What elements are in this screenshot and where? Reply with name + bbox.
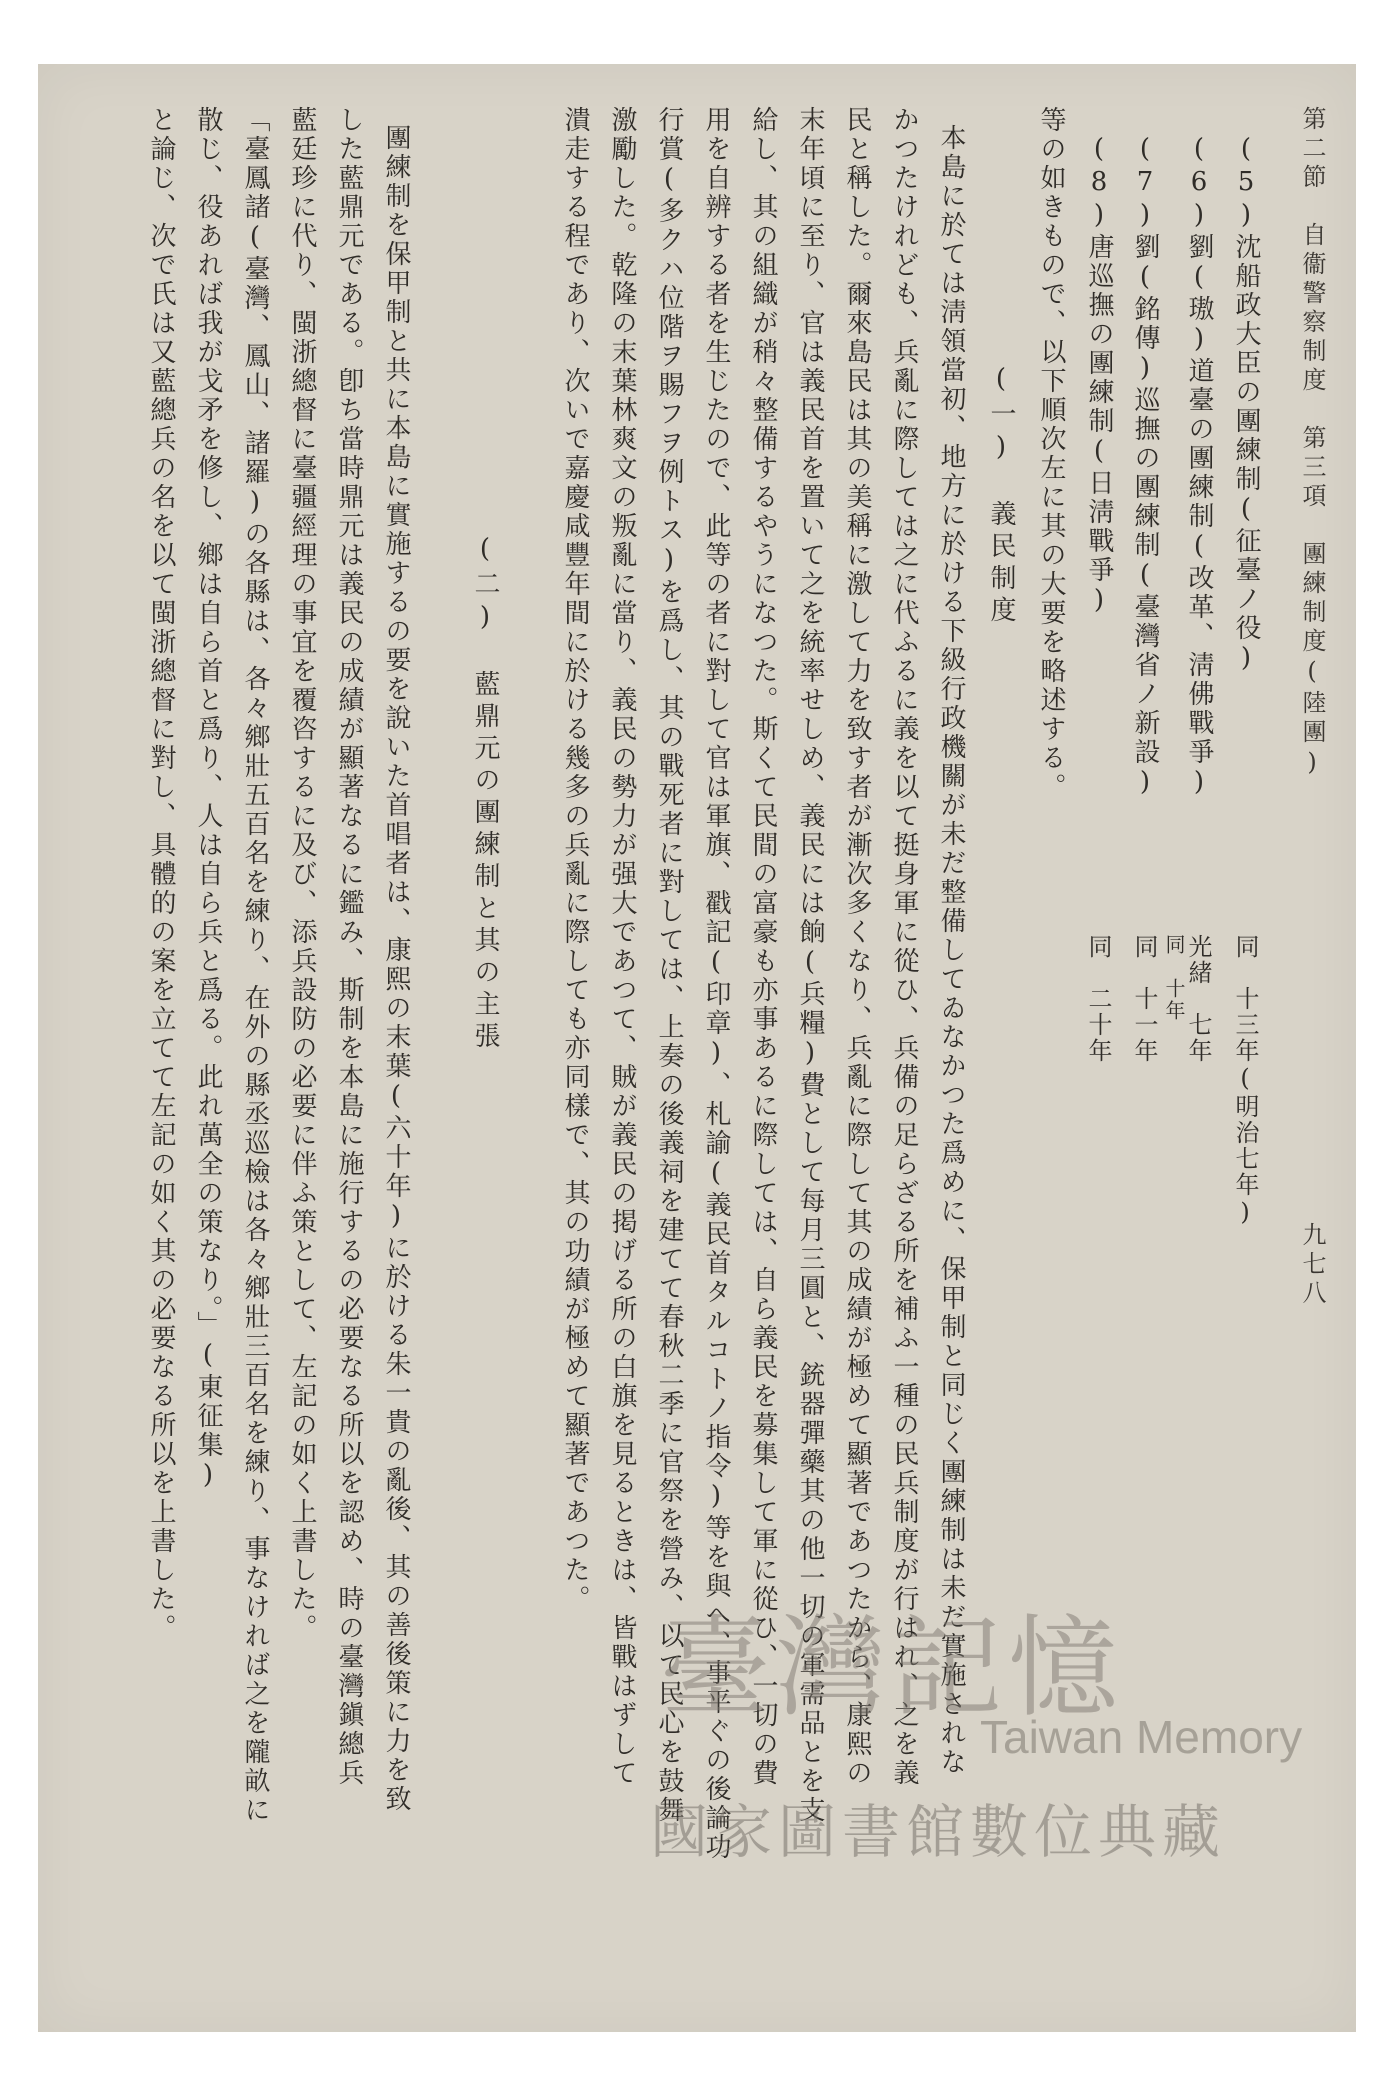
list-item-date: 同 二十年 (1084, 934, 1112, 1064)
list-item-date: 同 十三年(明治七年) (1231, 934, 1259, 1228)
list-item-date: 光緒 七年 (1184, 934, 1212, 1064)
list-item: (7)劉(銘傳)巡撫の團練制(臺灣省ノ新設) (1130, 134, 1160, 800)
paragraph-line: 激勵した。乾隆の末葉林爽文の叛亂に當り、義民の勢力が强大であつて、賊が義民の掲げる所の白旗を見るときは、皆戰はずして (607, 106, 637, 1788)
list-item: (8)唐巡撫の團練制(日淸戰爭) (1084, 134, 1114, 618)
paragraph-line: 用を自辨する者を生じたので、此等の者に對して官は軍旗、戳記(印章)、札諭(義民首タルコトノ指令)等を與へ、事平ぐの後論功 (701, 106, 731, 1862)
paragraph-line: 末年頃に至り、官は義民首を置いて之を統率せしめ、義民には餉(兵糧)費として每月三圓と、銃器彈藥其の他一切の軍需品とを支 (795, 106, 825, 1825)
watermark (640, 1580, 1320, 1920)
quote-line: 「臺鳳諸(臺灣、鳳山、諸羅)の各縣は、各々鄉壯五百名を練り、在外の縣丞巡檢は各々鄉壯三百名を練り、事なければ之を隴畝に (240, 106, 270, 1825)
list-item: (6)劉(璈)道臺の團練制(改革、淸佛戰爭) (1184, 134, 1214, 800)
paragraph-line: かつたけれども、兵亂に際しては之に代ふるに義を以て挺身軍に從ひ、兵備の足らざる所を補ふ一種の民兵制度が行はれ、之を義 (889, 106, 919, 1788)
paragraph-line: 民と稱した。爾來島民は其の美稱に激して力を致す者が漸次多くなり、兵亂に際して其の成績が極めて顯著であつたから、康熙の (842, 106, 872, 1788)
paragraph-line: と論じ、次で氏は又藍總兵の名を以て閩浙總督に對し、具體的の案を立てて左記の如く其の必要なる所以を上書した。 (146, 106, 176, 1643)
quote-line: 散じ、役あれば我が戈矛を修し、鄉は自ら首と爲り、人は自ら兵と爲る。此れ萬全の策なり。」(東征集) (193, 106, 223, 1493)
paragraph-line: 藍廷珍に代り、閩浙總督に臺疆經理の事宜を覆咨するに及び、添兵設防の必要に伴ふ策として、左記の如く上書した。 (287, 106, 317, 1643)
list-item: (5)沈船政大臣の團練制(征臺ノ役) (1231, 134, 1261, 676)
watermark-institution: 國家圖書館數位典藏 (650, 1798, 1227, 1866)
paragraph-line: 團練制を保甲制と共に本島に實施するの要を說いた首唱者は、康熙の末葉(六十年)に於ける朱一貴の亂後、其の善後策に力を致 (381, 124, 411, 1814)
section-heading: (一) 義民制度 (986, 364, 1016, 628)
list-conclusion: 等の如きもので、以下順次左に其の大要を略述する。 (1036, 106, 1066, 802)
section-heading: (二) 藍鼎元の團練制と其の主張 (470, 534, 500, 1054)
paragraph-line: 潰走する程であり、次いで嘉慶咸豐年間に於ける幾多の兵亂に際しても亦同樣で、其の功績が極めて顯著であつた。 (560, 106, 590, 1614)
paragraph-line: 本島に於ては淸領當初、地方に於ける下級行政機關が未だ整備してゐなかつた爲めに、保甲制と同じく團練制は未だ實施されな (936, 124, 966, 1777)
paragraph-line: 行賞(多クハ位階ヲ賜フヲ例トス)を爲し、其の戰死者に對しては、上奏の後義祠を建てて春秋二季に官祭を營み、以て民心を鼓舞 (654, 106, 684, 1825)
watermark-logo-text: 臺灣記憶 (660, 1604, 1124, 1732)
paragraph-line: した藍鼎元である。卽ち當時鼎元は義民の成績が顯著なるに鑑み、斯制を本島に施行するの必要なる所以を認め、時の臺灣鎭總兵 (334, 106, 364, 1788)
watermark-english: Taiwan Memory (980, 1711, 1303, 1763)
page-number: 九七八 (1298, 1222, 1326, 1309)
list-item-date: 同 十一年 (1130, 934, 1158, 1064)
running-title: 第二節 自衞警察制度 第三項 團練制度(陸團) (1298, 106, 1326, 781)
paragraph-line: 給し、其の組織が稍々整備するやうになつた。斯くて民間の富豪も亦事あるに際しては、自ら義民を募集して軍に從ひ、一切の費 (748, 106, 778, 1788)
list-item-date-extra: 同 十年 (1162, 934, 1186, 1022)
